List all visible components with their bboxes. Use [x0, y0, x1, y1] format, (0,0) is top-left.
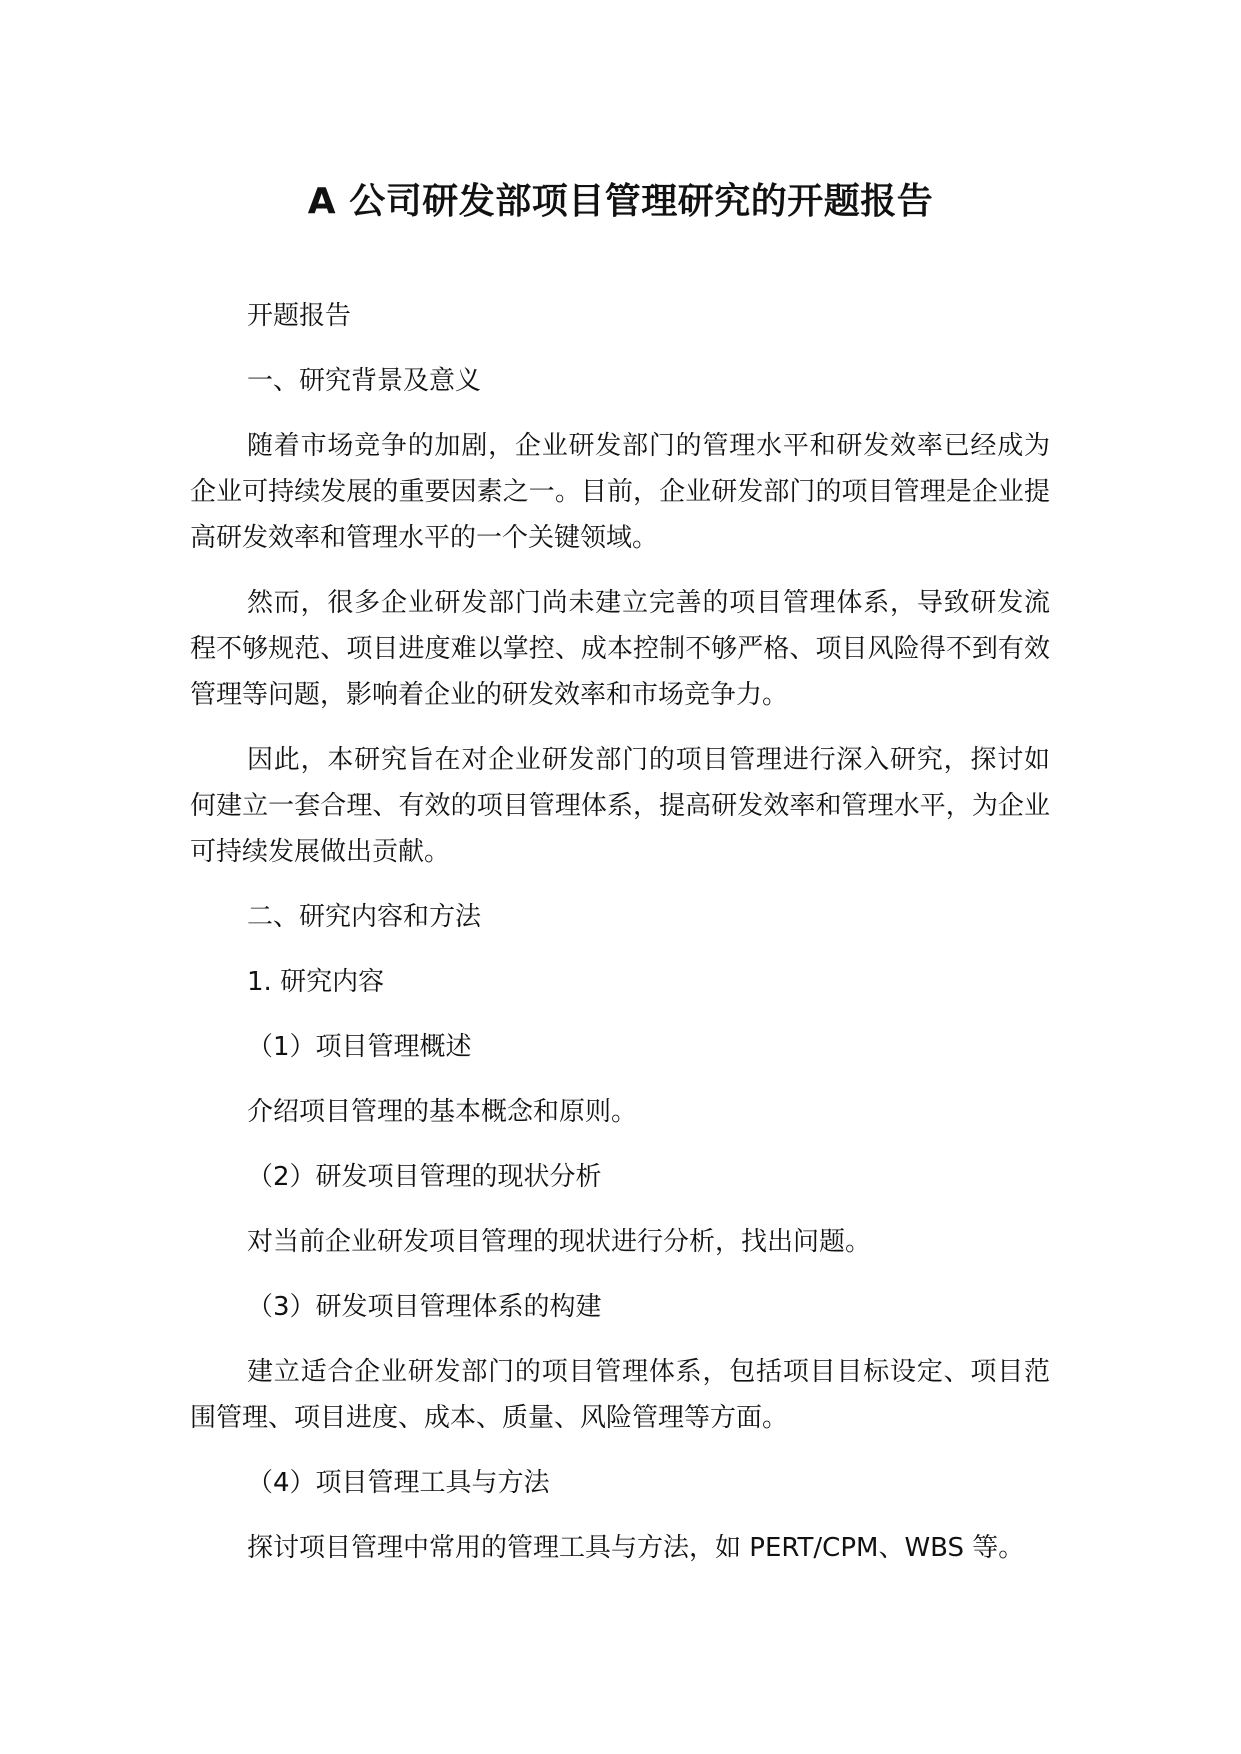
paragraph-background-2: 然而，很多企业研发部门尚未建立完善的项目管理体系，导致研发流程不够规范、项目进度难以掌控、成本控制不够严格、项目风险得不到有效管理等问题，影响着企业的研发效率和市场竞争力。: [190, 588, 1050, 710]
section-heading-background: 一、研究背景及意义: [247, 366, 482, 396]
item-text-4: 探讨项目管理中常用的管理工具与方法，如 PERT/CPM、WBS 等。: [247, 1533, 1025, 1563]
paragraph-report-label: 开题报告: [247, 301, 352, 331]
item-text-1: 介绍项目管理的基本概念和原则。: [247, 1097, 638, 1127]
item-heading-4: （4）项目管理工具与方法: [247, 1468, 550, 1498]
item-heading-1: （1）项目管理概述: [247, 1032, 472, 1062]
paragraph-background-3: 因此，本研究旨在对企业研发部门的项目管理进行深入研究，探讨如何建立一套合理、有效的项目管理体系，提高研发效率和管理水平，为企业可持续发展做出贡献。: [190, 745, 1050, 867]
item-heading-2: （2）研发项目管理的现状分析: [247, 1162, 602, 1192]
paragraph-background-1: 随着市场竞争的加剧，企业研发部门的管理水平和研发效率已经成为企业可持续发展的重要因素之一。目前，企业研发部门的项目管理是企业提高研发效率和管理水平的一个关键领域。: [190, 431, 1050, 553]
item-heading-3: （3）研发项目管理体系的构建: [247, 1292, 602, 1322]
item-text-3: 建立适合企业研发部门的项目管理体系，包括项目目标设定、项目范围管理、项目进度、成本、质量、风险管理等方面。: [190, 1357, 1050, 1433]
document-title: A 公司研发部项目管理研究的开题报告: [307, 181, 934, 222]
document-body: [190, 293, 1050, 1590]
subsection-heading-content: 1. 研究内容: [247, 967, 385, 997]
section-heading-content-methods: 二、研究内容和方法: [247, 902, 482, 932]
item-text-2: 对当前企业研发项目管理的现状进行分析，找出问题。: [247, 1227, 872, 1257]
